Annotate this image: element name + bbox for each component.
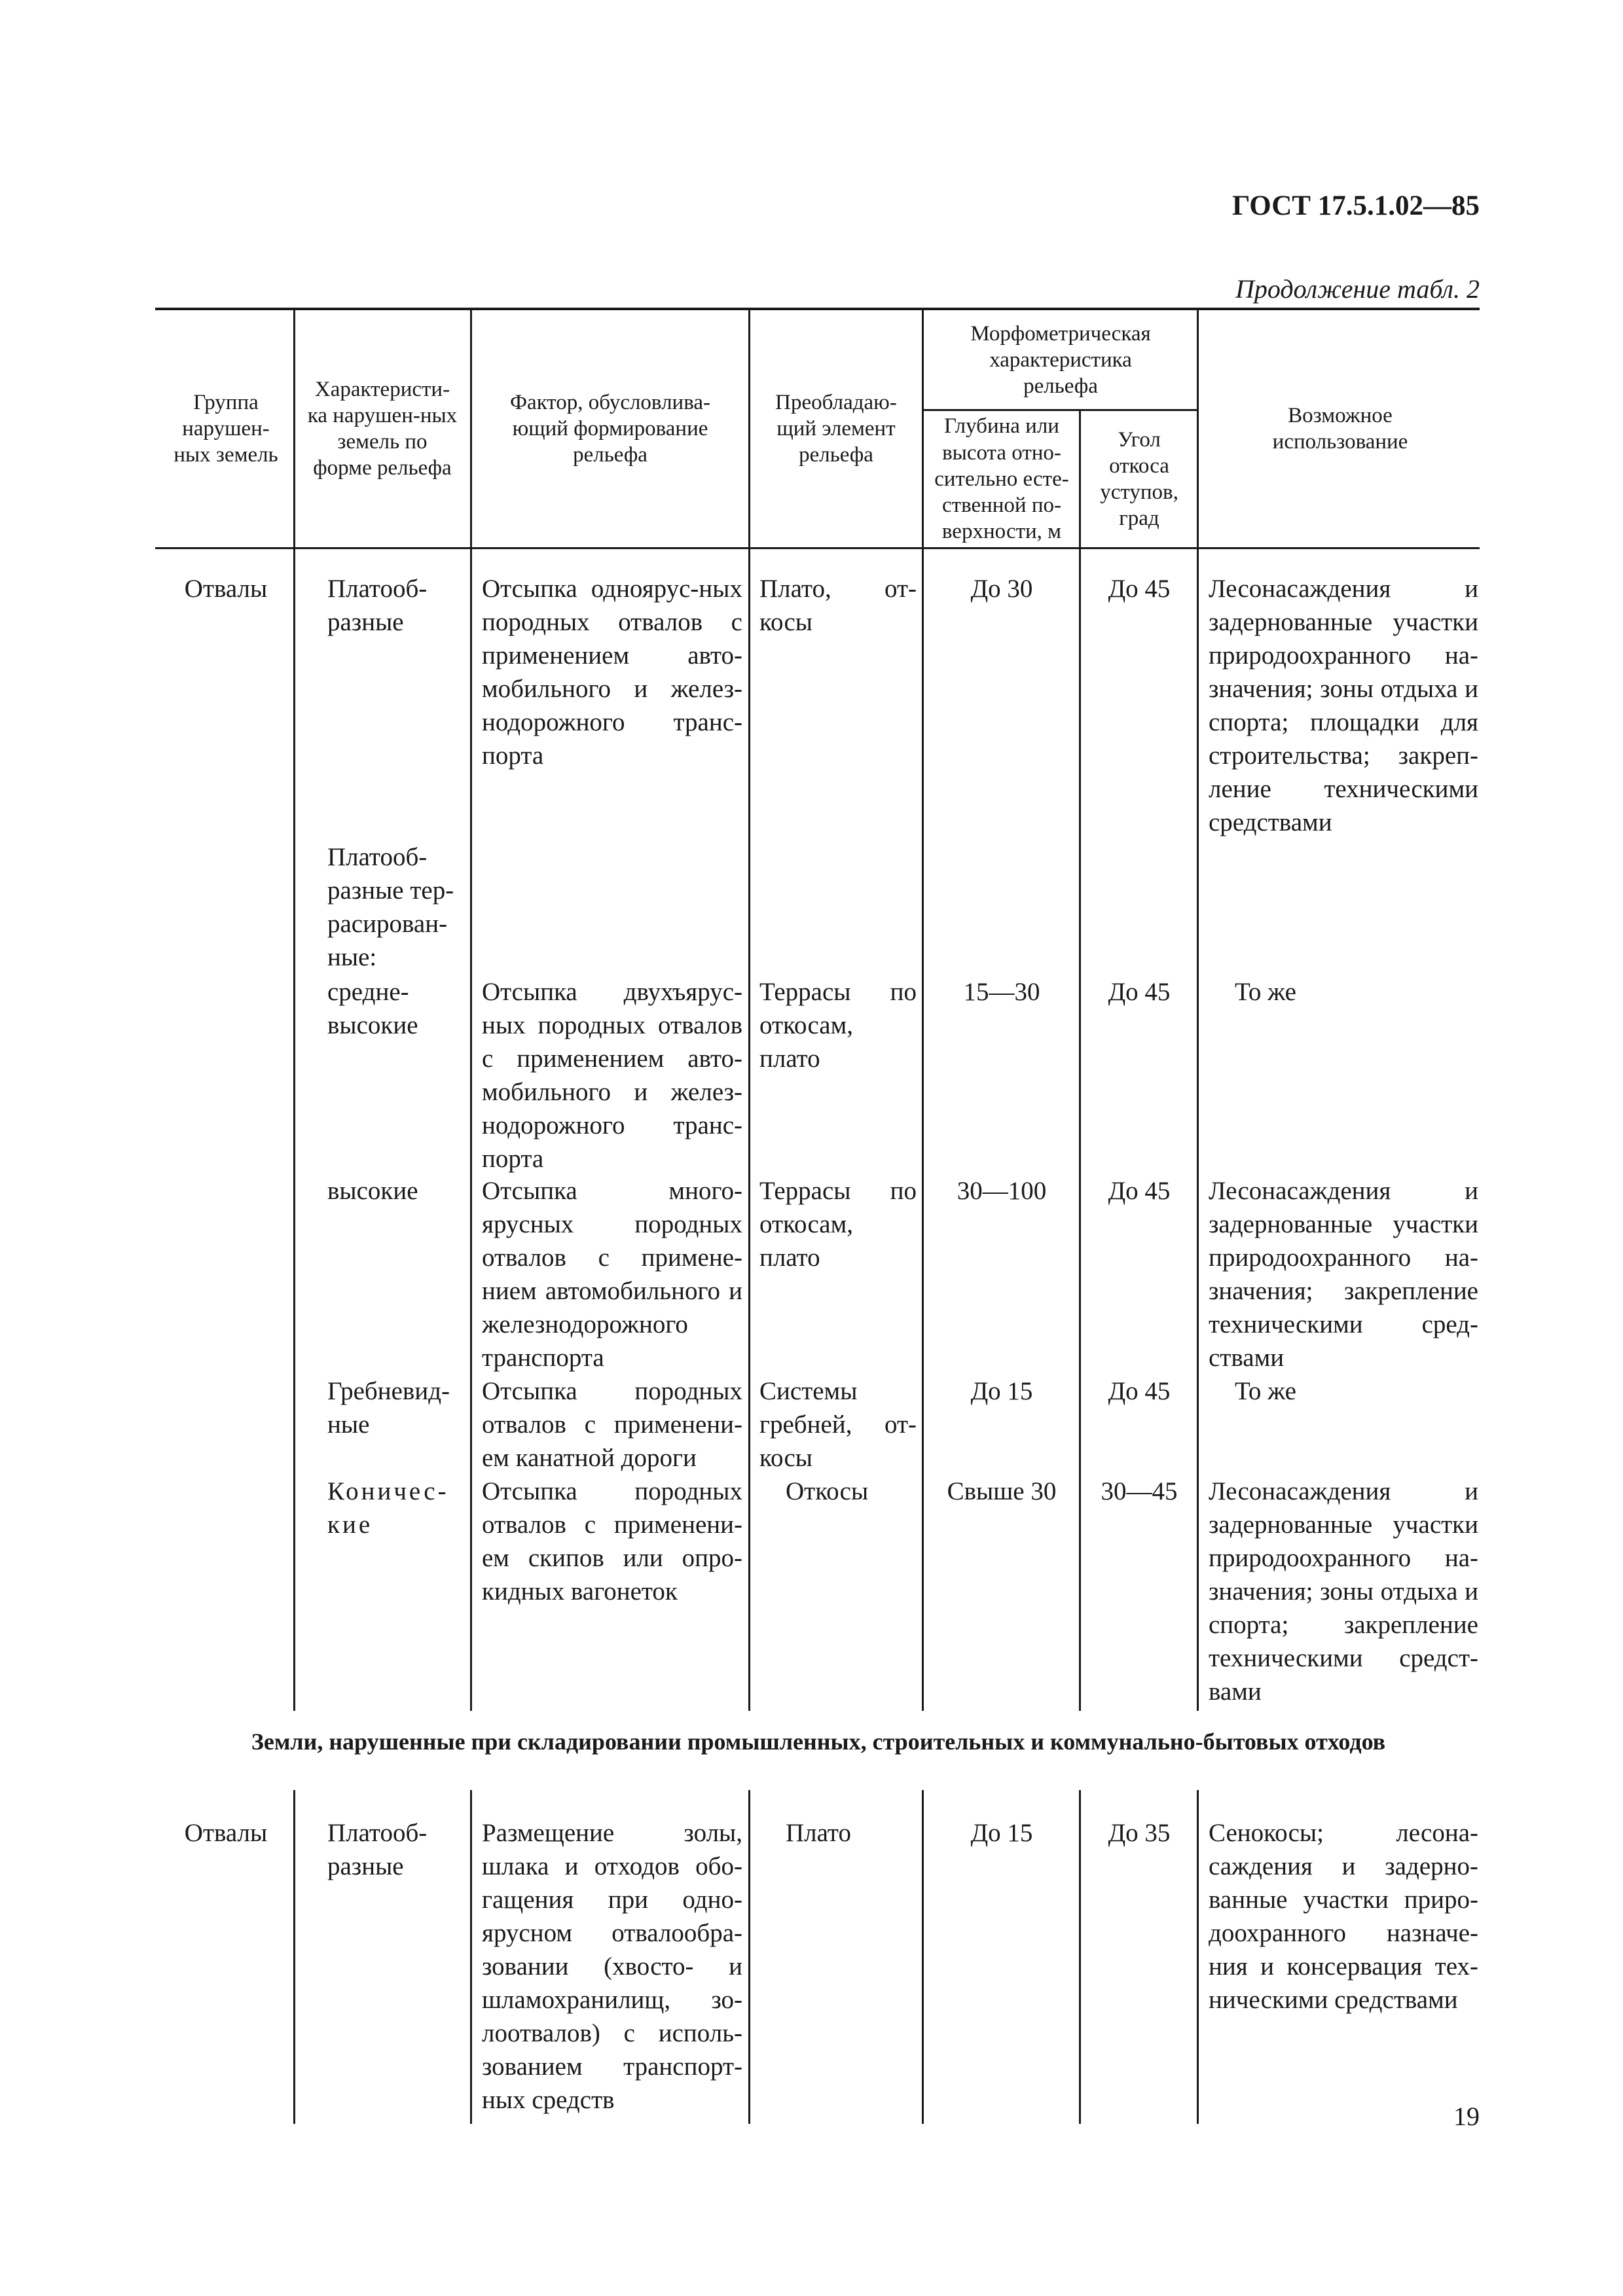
row1-group: Отвалы xyxy=(184,575,268,603)
row4-usage: Лесонасаждения и задернованные участки природоохранного на-значения; закрепление техническими сред-ствами xyxy=(1209,1177,1478,1372)
column-divider xyxy=(922,309,924,1711)
row4-depth: 30—100 xyxy=(957,1177,1047,1205)
header-depth: Глубина или высота отно-сительно есте-ственной по-верхности, м xyxy=(934,414,1069,544)
s2-row1-usage: Сенокосы; лесона-саждения и задерно-ванные участки приро-доохранного назначе-ния и консервация тех-ническими средствами xyxy=(1209,1819,1478,2014)
row1-depth: До 30 xyxy=(970,575,1033,603)
row1-element: Плато, от-косы xyxy=(759,575,917,636)
header-usage: Возможное использование xyxy=(1272,403,1408,454)
s2-row1-depth: До 15 xyxy=(970,1819,1033,1847)
header-group: Группа нарушен-ных земель xyxy=(173,390,278,467)
column-divider xyxy=(1197,1790,1199,2124)
row4-angle: До 45 xyxy=(1108,1177,1171,1205)
row5-characteristic: Гребневид-ные xyxy=(327,1377,450,1439)
column-divider xyxy=(922,1790,924,2124)
row3-usage: То же xyxy=(1235,978,1296,1006)
column-divider xyxy=(1079,410,1081,1711)
row4-characteristic: высокие xyxy=(327,1177,418,1205)
row3-angle: До 45 xyxy=(1108,978,1171,1006)
row3-element: Террасы по откосам, плато xyxy=(759,978,917,1073)
header-angle: Угол откоса уступов, град xyxy=(1100,427,1178,531)
row1-characteristic: Платооб-разные xyxy=(327,575,428,636)
column-divider xyxy=(293,309,295,1711)
section-title: Земли, нарушенные при складировании промышленных, строительных и коммунально-бытовых отходов xyxy=(251,1729,1386,1755)
row5-depth: До 15 xyxy=(970,1377,1033,1405)
header-characteristic: Характеристи-ка нарушен-ных земель по форме рельефа xyxy=(307,377,458,480)
column-divider xyxy=(748,1790,750,2124)
row6-angle: 30—45 xyxy=(1101,1477,1178,1505)
column-divider xyxy=(1197,309,1199,1711)
s2-row1-factor: Размещение золы, шлака и отходов обо-гащения при одно-ярусном отвалообра-зовании (хвосто- и шламохранилищ, зо-лоотвалов) с исполь-зованием транспорт-ных средств xyxy=(482,1819,742,2114)
column-divider xyxy=(1079,1790,1081,2124)
row1-usage: Лесонасаждения и задернованные участки природоохранного на-значения; зоны отдыха и спорта; площадки для строительства; закреп-ление техническими средствами xyxy=(1209,575,1478,836)
column-divider xyxy=(470,1790,472,2124)
row5-factor: Отсыпка породных отвалов с применени-ем канатной дороги xyxy=(482,1377,742,1472)
header-element: Преобладаю-щий элемент рельефа xyxy=(775,390,897,467)
s2-row1-element: Плато xyxy=(786,1819,851,1847)
header-morph: Морфометрическая характеристика рельефа xyxy=(970,321,1151,399)
document-standard-number: ГОСТ 17.5.1.02—85 xyxy=(1232,190,1480,221)
s2-row1-characteristic: Платооб-разные xyxy=(327,1819,428,1880)
row6-depth: Свыше 30 xyxy=(947,1477,1057,1505)
morph-subheader-rule xyxy=(923,409,1198,411)
row4-factor: Отсыпка много-ярусных породных отвалов с примене-нием автомобильного и железнодорожного транспорта xyxy=(482,1177,742,1372)
page-number: 19 xyxy=(1453,2102,1480,2131)
row6-element: Откосы xyxy=(786,1477,869,1505)
row5-usage: То же xyxy=(1235,1377,1296,1405)
column-divider xyxy=(293,1790,295,2124)
row5-angle: До 45 xyxy=(1108,1377,1171,1405)
table-continuation-note: Продолжение табл. 2 xyxy=(1235,274,1480,304)
row1-angle: До 45 xyxy=(1108,575,1171,603)
header-factor: Фактор, обусловлива-ющий формирование рельефа xyxy=(509,390,710,467)
column-divider xyxy=(470,309,472,1711)
row4-element: Террасы по откосам, плато xyxy=(759,1177,917,1272)
row6-characteristic: Коничес-кие xyxy=(327,1477,449,1539)
s2-row1-group: Отвалы xyxy=(184,1819,268,1847)
row1-factor: Отсыпка одноярус-ных породных отвалов с применением авто-мобильного и желез-нодорожного транс-порта xyxy=(482,575,742,770)
row3-depth: 15—30 xyxy=(963,978,1040,1006)
row5-element: Системы гребней, от-косы xyxy=(759,1377,917,1472)
row2-characteristic: Платооб-разные тер-расирован-ные: xyxy=(327,843,454,971)
table-top-rule xyxy=(155,308,1480,310)
s2-row1-angle: До 35 xyxy=(1108,1819,1171,1847)
header-bottom-rule xyxy=(155,547,1480,549)
row6-usage: Лесонасаждения и задернованные участки природоохранного на-значения; зоны отдыха и спорта; закрепление техническими средст-вами xyxy=(1209,1477,1478,1706)
row3-factor: Отсыпка двухъярус-ных породных отвалов с применением авто-мобильного и желез-нодорожного транс-порта xyxy=(482,978,742,1173)
row3-characteristic: средне-высокие xyxy=(327,978,418,1039)
row6-factor: Отсыпка породных отвалов с применени-ем скипов или опро-кидных вагонеток xyxy=(482,1477,742,1605)
column-divider xyxy=(748,309,750,1711)
